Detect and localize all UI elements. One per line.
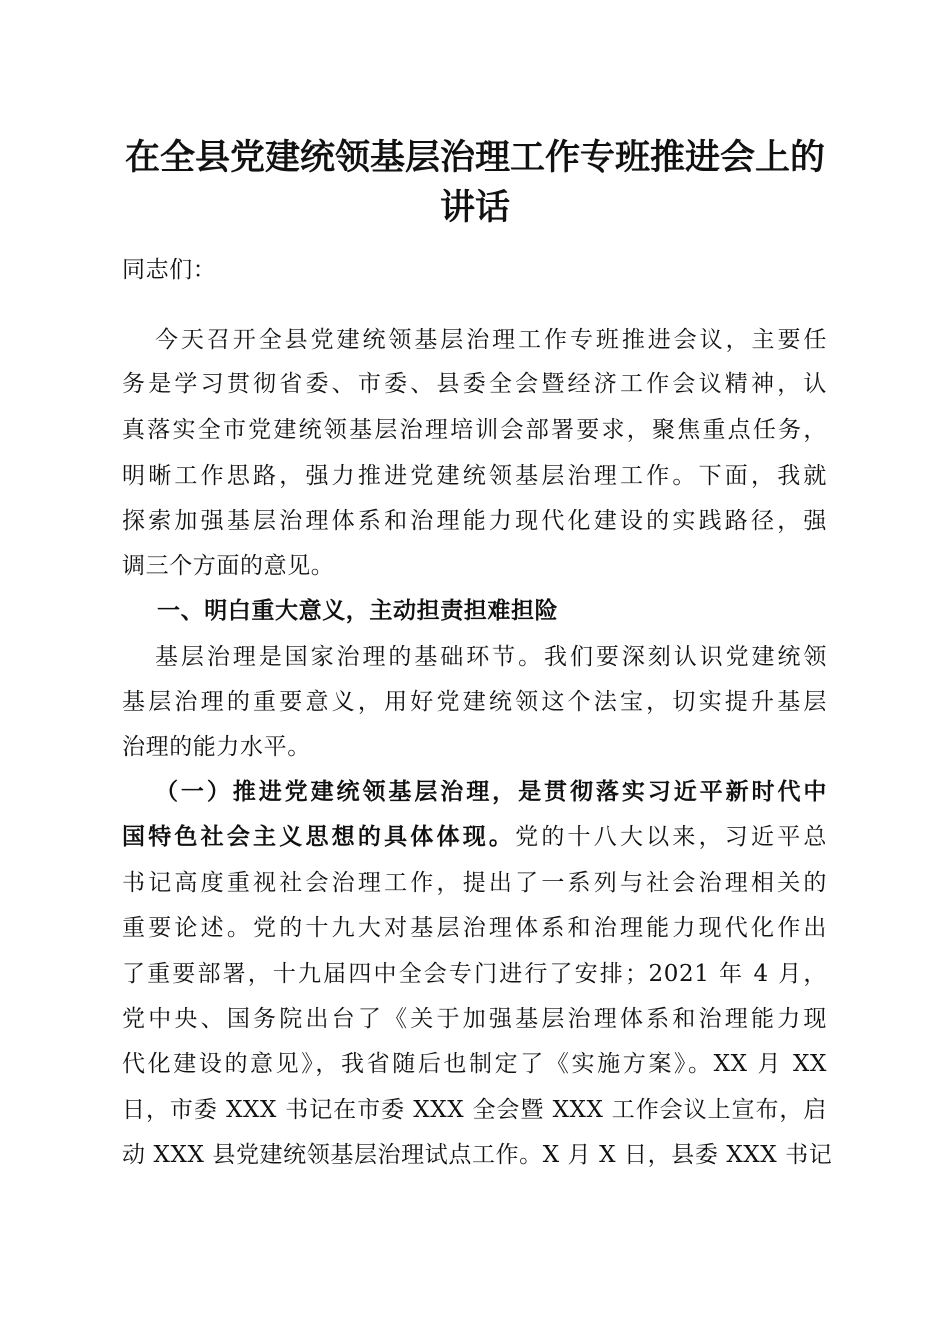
- document-title-line-1: 在全县党建统领基层治理工作专班推进会上的: [124, 137, 825, 178]
- intro-line-4: 明晰工作思路，强力推进党建统领基层治理工作。下面，我就: [122, 463, 827, 489]
- intro-line-2: 务是学习贯彻省委、市委、县委全会暨经济工作会议精神，认: [122, 371, 827, 397]
- intro-line-6: 调三个方面的意见。: [122, 553, 335, 579]
- point-1-line-2-rest: 党的十八大以来，习近平总: [515, 824, 828, 850]
- point-1-line-6: 党中央、国务院出台了《关于加强基层治理体系和治理能力现: [122, 1006, 827, 1032]
- point-1-line-3: 书记高度重视社会治理工作，提出了一系列与社会治理相关的: [122, 870, 827, 896]
- section-1-heading: 一、明白重大意义，主动担责担难担险: [157, 598, 559, 624]
- document-title-line-2: 讲话: [439, 187, 510, 228]
- salutation: 同志们：: [122, 257, 217, 283]
- intro-line-1: 今天召开全县党建统领基层治理工作专班推进会议，主要任: [155, 327, 827, 353]
- point-1-line-8: 日，市委 XXX 书记在市委 XXX 全会暨 XXX 工作会议上宣布，启: [122, 1097, 827, 1123]
- section-1-line-1: 基层治理是国家治理的基础环节。我们要深刻认识党建统领: [155, 644, 827, 670]
- section-1-line-3: 治理的能力水平。: [122, 734, 311, 760]
- intro-line-3: 真落实全市党建统领基层治理培训会部署要求，聚焦重点任务，: [122, 417, 827, 443]
- point-1-line-2: [122, 820, 827, 854]
- point-1-line-7: 代化建设的意见》，我省随后也制定了《实施方案》。XX 月 XX: [122, 1051, 827, 1077]
- point-1-heading-line-2: 国特色社会主义思想的具体体现。: [122, 824, 516, 850]
- section-1-line-2: 基层治理的重要意义，用好党建统领这个法宝，切实提升基层: [122, 689, 827, 715]
- point-1-line-9: 动 XXX 县党建统领基层治理试点工作。X 月 X 日，县委 XXX 书记: [122, 1142, 833, 1168]
- point-1-heading-line-1: （一）推进党建统领基层治理，是贯彻落实习近平新时代中: [155, 779, 827, 805]
- point-1-line-5: 了重要部署，十九届四中全会专门进行了安排；2021 年 4 月，: [122, 961, 827, 987]
- point-1-line-4: 重要论述。党的十九大对基层治理体系和治理能力现代化作出: [122, 915, 827, 941]
- intro-line-5: 探索加强基层治理体系和治理能力现代化建设的实践路径，强: [122, 508, 827, 534]
